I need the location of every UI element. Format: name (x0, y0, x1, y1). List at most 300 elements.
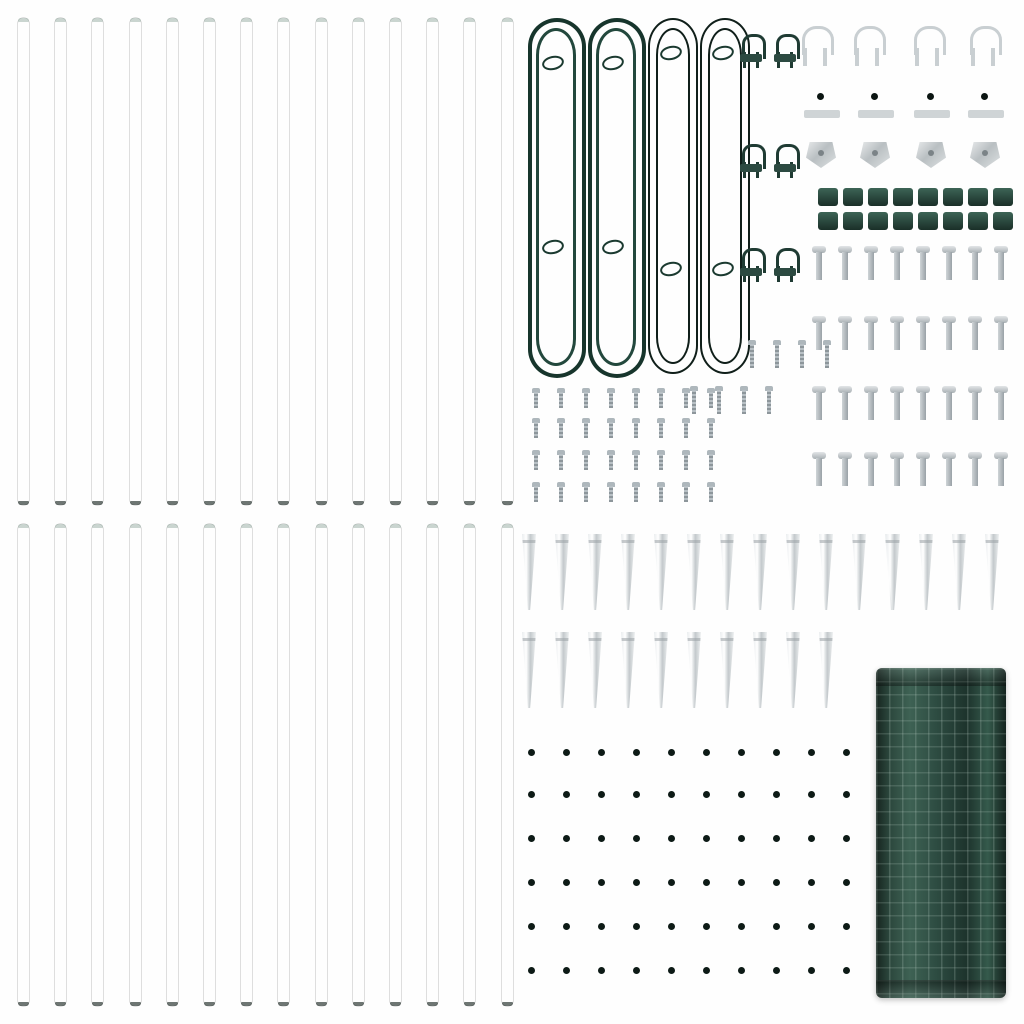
ground-spike (588, 632, 602, 708)
u-bolt (740, 34, 762, 68)
bolt-shaft (998, 392, 1004, 420)
screw-shaft (709, 486, 713, 502)
ground-spike-band (522, 638, 536, 641)
fence-post (464, 524, 475, 1006)
fence-clip-hole (738, 791, 745, 798)
fence-clip-hole (843, 879, 850, 886)
ground-spike (687, 534, 701, 610)
fence-clip (800, 952, 824, 990)
fence-post (55, 524, 66, 1006)
screw-short (657, 482, 665, 502)
fence-clip (835, 908, 859, 946)
ground-spike-band (852, 540, 866, 543)
fence-clip-hole (738, 879, 745, 886)
fence-clip-top (730, 776, 754, 782)
fence-post (130, 18, 141, 505)
screw-shaft (584, 454, 588, 470)
hook-bolt-leg (875, 48, 879, 66)
hex-bolt (942, 452, 956, 486)
u-bolt (740, 144, 762, 178)
screw-shaft (709, 422, 713, 438)
fence-clip-hole (528, 879, 535, 886)
ground-spike (621, 632, 635, 708)
screw-short (632, 388, 640, 408)
ground-spike-band (588, 638, 602, 641)
screw-shaft (634, 454, 638, 470)
ground-spike-band (588, 540, 602, 543)
fence-clip (730, 952, 754, 990)
hex-bolt (994, 386, 1008, 420)
screw-long (748, 340, 756, 368)
screw-short (607, 450, 615, 470)
fence-clip-hole (773, 879, 780, 886)
anchor-plate-hole (928, 150, 934, 156)
fence-clip (625, 776, 649, 814)
hex-bolt (916, 246, 930, 280)
screw-shaft (584, 392, 588, 408)
fence-clip-top (555, 864, 579, 870)
hook-bolt (800, 26, 830, 66)
bolt-shaft (842, 252, 848, 280)
ground-spike (919, 534, 933, 610)
connector-block (993, 212, 1013, 230)
fence-clip-top (765, 864, 789, 870)
fence-post (204, 524, 215, 1006)
fence-clip-hole (773, 835, 780, 842)
fence-clip-hole (598, 967, 605, 974)
tension-wire-coil-thin (700, 18, 746, 370)
coil-loop-inner (536, 28, 576, 366)
fence-clip-hole (633, 879, 640, 886)
fence-clip (555, 776, 579, 814)
fence-clip-top (800, 864, 824, 870)
fence-clip-top (660, 864, 684, 870)
screw-shaft (559, 422, 563, 438)
fence-post (18, 18, 29, 505)
ground-spike (786, 534, 800, 610)
screw-shaft (709, 392, 713, 408)
fence-clip (625, 952, 649, 990)
screw-shaft (534, 392, 538, 408)
ground-spike-band (720, 540, 734, 543)
fence-clip-hole (528, 791, 535, 798)
screw-short (582, 482, 590, 502)
screw-shaft (609, 486, 613, 502)
screw-short (682, 418, 690, 438)
fence-clip-hole (633, 835, 640, 842)
fence-clip-top (695, 908, 719, 914)
fence-clip-hole (598, 923, 605, 930)
ground-spike (522, 534, 536, 610)
ground-spike-band (555, 638, 569, 641)
screw-long (773, 340, 781, 368)
fence-post (167, 18, 178, 505)
fence-clip (555, 952, 579, 990)
fence-clip-hole (703, 749, 710, 756)
hex-bolt (864, 452, 878, 486)
fence-clip-top (730, 734, 754, 740)
fence-clip (695, 864, 719, 902)
fence-clip-top (800, 776, 824, 782)
screw-short (557, 418, 565, 438)
bolt-shaft (972, 322, 978, 350)
fence-clip-hole (808, 879, 815, 886)
fence-clip (590, 952, 614, 990)
fence-clip-hole (598, 791, 605, 798)
fence-clip (660, 734, 684, 772)
fence-post (130, 524, 141, 1006)
fence-clip (835, 952, 859, 990)
tension-wire-coil-thin (648, 18, 694, 370)
hook-bolt-arc (802, 26, 834, 55)
fence-clip-top (800, 734, 824, 740)
fence-clip-top (730, 820, 754, 826)
fence-post (167, 524, 178, 1006)
ground-spike (654, 534, 668, 610)
hook-bolt (912, 26, 942, 66)
fence-clip-hole (563, 879, 570, 886)
fence-clip (660, 908, 684, 946)
bolt-shaft (816, 458, 822, 486)
fence-clip-top (590, 734, 614, 740)
fence-clip-hole (668, 923, 675, 930)
ground-spike-band (621, 638, 635, 641)
fence-clip-hole (528, 749, 535, 756)
fence-clip (765, 734, 789, 772)
fence-clip-top (695, 734, 719, 740)
bolt-shaft (894, 252, 900, 280)
fence-clip-hole (668, 879, 675, 886)
screw-shaft (767, 390, 771, 414)
hex-bolt (994, 246, 1008, 280)
fence-clip (695, 734, 719, 772)
screw-shaft (659, 392, 663, 408)
fence-clip (520, 820, 544, 858)
ground-spike (720, 534, 734, 610)
hook-bolt-leg (935, 48, 939, 66)
screw-shaft (750, 344, 754, 368)
fence-clip-hole (808, 749, 815, 756)
hex-bolt (942, 316, 956, 350)
hex-bolt (968, 316, 982, 350)
fence-clip-hole (738, 967, 745, 974)
fence-clip-hole (773, 967, 780, 974)
fence-clip (695, 908, 719, 946)
coil-loop-inner (596, 28, 636, 366)
screw-shaft (609, 454, 613, 470)
fence-clip-top (800, 908, 824, 914)
fence-clip (835, 776, 859, 814)
bolt-shaft (972, 458, 978, 486)
corner-clamp (808, 84, 836, 114)
fence-post (427, 524, 438, 1006)
fence-clip-top (555, 908, 579, 914)
anchor-plate (806, 142, 836, 168)
hex-bolt (968, 452, 982, 486)
screw-shaft (534, 486, 538, 502)
fence-clip-top (660, 908, 684, 914)
corner-clamp-hole (927, 93, 934, 100)
fence-clip (730, 864, 754, 902)
fence-post (464, 18, 475, 505)
u-bolt (740, 248, 762, 282)
hook-bolt-arc (914, 26, 946, 55)
fence-clip-hole (598, 749, 605, 756)
ground-spike (588, 534, 602, 610)
ground-spike (819, 632, 833, 708)
fence-clip-top (625, 734, 649, 740)
bolt-shaft (842, 392, 848, 420)
screw-short (532, 388, 540, 408)
fence-clip-top (835, 952, 859, 958)
fence-clip-top (765, 908, 789, 914)
screw-short (632, 418, 640, 438)
screw-shaft (684, 454, 688, 470)
anchor-plate-hole (982, 150, 988, 156)
fence-clip-hole (633, 749, 640, 756)
ground-spike-band (720, 638, 734, 641)
hex-bolt (812, 316, 826, 350)
screw-shaft (659, 454, 663, 470)
hex-bolt (916, 452, 930, 486)
fence-clip-hole (843, 967, 850, 974)
bolt-shaft (842, 322, 848, 350)
fence-clip (590, 776, 614, 814)
fence-clip-hole (808, 923, 815, 930)
ground-spike (985, 534, 999, 610)
fence-clip-top (520, 734, 544, 740)
fence-clip-top (590, 908, 614, 914)
ground-spike (952, 534, 966, 610)
fence-post (353, 18, 364, 505)
connector-block (818, 212, 838, 230)
mesh-roll (876, 668, 1006, 998)
corner-clamp-base (858, 110, 894, 118)
corner-clamp (918, 84, 946, 114)
ground-spike (753, 632, 767, 708)
fence-clip-hole (703, 923, 710, 930)
fence-clip (695, 952, 719, 990)
bolt-shaft (972, 252, 978, 280)
screw-short (707, 418, 715, 438)
bolt-shaft (998, 322, 1004, 350)
tension-wire-coil-thick (528, 18, 578, 370)
hex-bolt (968, 386, 982, 420)
screw-shaft (800, 344, 804, 368)
u-bolt-nut (774, 164, 796, 172)
fence-clip-top (835, 734, 859, 740)
screw-shaft (684, 392, 688, 408)
anchor-plate (970, 142, 1000, 168)
screw-shaft (559, 392, 563, 408)
fence-post (427, 18, 438, 505)
hex-bolt (864, 246, 878, 280)
hook-bolt-leg (803, 48, 807, 66)
fence-clip (590, 734, 614, 772)
connector-block (893, 188, 913, 206)
bolt-shaft (920, 458, 926, 486)
screw-shaft (609, 392, 613, 408)
fence-post (92, 524, 103, 1006)
hook-bolt-arc (854, 26, 886, 55)
fence-clip-hole (773, 749, 780, 756)
screw-short (557, 388, 565, 408)
screw-short (707, 388, 715, 408)
fence-clip-hole (703, 835, 710, 842)
fence-clip (660, 952, 684, 990)
bolt-shaft (998, 458, 1004, 486)
bolt-shaft (816, 392, 822, 420)
bolt-shaft (842, 458, 848, 486)
fence-post (278, 18, 289, 505)
fence-clip (730, 776, 754, 814)
fence-clip (800, 734, 824, 772)
screw-short (657, 388, 665, 408)
ground-spike-band (753, 540, 767, 543)
fence-clip-hole (528, 835, 535, 842)
u-bolt-nut (774, 54, 796, 62)
fence-clip (695, 776, 719, 814)
hex-bolt (864, 386, 878, 420)
fence-clip (730, 820, 754, 858)
tension-wire-coil-thick (588, 18, 638, 370)
anchor-plate (916, 142, 946, 168)
screw-shaft (534, 454, 538, 470)
fence-clip (730, 908, 754, 946)
fence-clip-hole (563, 835, 570, 842)
fence-clip-hole (563, 749, 570, 756)
u-bolt-nut (740, 164, 762, 172)
hook-bolt-leg (855, 48, 859, 66)
fence-clip-top (625, 776, 649, 782)
hex-bolt (994, 452, 1008, 486)
hook-bolt (968, 26, 998, 66)
bolt-shaft (946, 392, 952, 420)
coil-loop-inner (708, 28, 742, 364)
fence-clip (555, 864, 579, 902)
bolt-shaft (868, 322, 874, 350)
mesh-roll-bottom-edge (876, 980, 1006, 998)
hex-bolt (890, 386, 904, 420)
corner-clamp-base (914, 110, 950, 118)
screw-short (707, 482, 715, 502)
fence-clip-top (625, 908, 649, 914)
fence-clip-hole (563, 791, 570, 798)
ground-spike (654, 632, 668, 708)
ground-spike-band (952, 540, 966, 543)
connector-block (843, 188, 863, 206)
ground-spike-band (886, 540, 900, 543)
fence-clip-hole (528, 967, 535, 974)
ground-spike (720, 632, 734, 708)
bolt-shaft (998, 252, 1004, 280)
bolt-shaft (816, 322, 822, 350)
screw-short (582, 388, 590, 408)
fence-clip (625, 908, 649, 946)
fence-clip-top (765, 820, 789, 826)
screw-long (715, 386, 723, 414)
ground-spike-band (522, 540, 536, 543)
fence-clip-top (800, 952, 824, 958)
fence-post (92, 18, 103, 505)
corner-clamp-base (968, 110, 1004, 118)
connector-block (943, 188, 963, 206)
fence-clip-top (625, 864, 649, 870)
fence-clip-top (765, 734, 789, 740)
anchor-plate-hole (818, 150, 824, 156)
screw-shaft (742, 390, 746, 414)
bolt-shaft (868, 392, 874, 420)
u-bolt-nut (740, 54, 762, 62)
hex-bolt (838, 452, 852, 486)
fence-clip-top (730, 864, 754, 870)
screw-short (607, 388, 615, 408)
screw-shaft (684, 422, 688, 438)
screw-shaft (559, 454, 563, 470)
screw-long (740, 386, 748, 414)
fence-clip-hole (843, 791, 850, 798)
hex-bolt (864, 316, 878, 350)
fence-clip (835, 864, 859, 902)
fence-clip (800, 864, 824, 902)
hex-bolt (838, 316, 852, 350)
fence-clip-top (520, 908, 544, 914)
fence-clip-top (520, 952, 544, 958)
connector-block (918, 188, 938, 206)
ground-spike-band (985, 540, 999, 543)
fence-clip-hole (668, 967, 675, 974)
u-bolt (774, 248, 796, 282)
bolt-shaft (946, 322, 952, 350)
hex-bolt (890, 452, 904, 486)
fence-clip-hole (773, 791, 780, 798)
fence-clip-top (590, 776, 614, 782)
ground-spike-band (687, 540, 701, 543)
hook-bolt-leg (991, 48, 995, 66)
ground-spike (852, 534, 866, 610)
fence-clip (765, 908, 789, 946)
fence-clip-hole (528, 923, 535, 930)
fence-clip-top (555, 820, 579, 826)
corner-clamp-hole (981, 93, 988, 100)
screw-short (582, 450, 590, 470)
screw-short (632, 450, 640, 470)
connector-block (943, 212, 963, 230)
screw-long (690, 386, 698, 414)
hex-bolt (994, 316, 1008, 350)
fence-clip (800, 820, 824, 858)
fence-clip-hole (633, 967, 640, 974)
hex-bolt (916, 316, 930, 350)
bolt-shaft (894, 458, 900, 486)
screw-short (682, 450, 690, 470)
ground-spike (786, 632, 800, 708)
screw-shaft (584, 486, 588, 502)
screw-short (657, 450, 665, 470)
anchor-plate-hole (872, 150, 878, 156)
connector-block (918, 212, 938, 230)
fence-clip-top (520, 776, 544, 782)
fence-clip-top (730, 952, 754, 958)
screw-short (632, 482, 640, 502)
hook-bolt (852, 26, 882, 66)
hook-bolt-leg (823, 48, 827, 66)
fence-clip-hole (808, 835, 815, 842)
screw-long (798, 340, 806, 368)
fence-clip (625, 734, 649, 772)
fence-clip (765, 864, 789, 902)
fence-clip-top (590, 864, 614, 870)
